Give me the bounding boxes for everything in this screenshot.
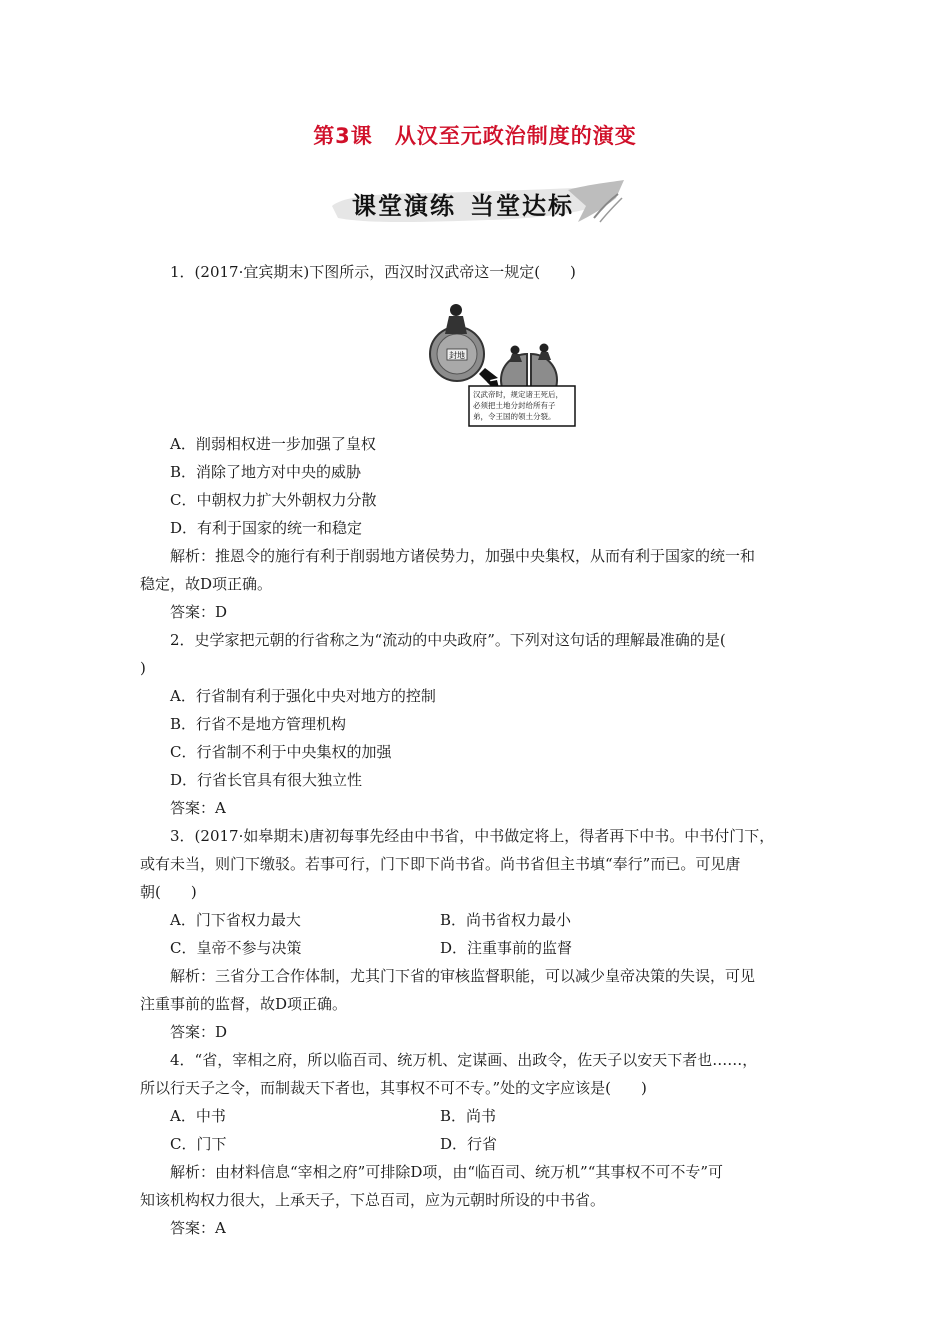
q2-option-c: C．行省制不利于中央集权的加强 — [170, 743, 392, 761]
q2-stem: 2．史学家把元朝的行省称之为“流动的中央政府”。下列对这句话的理解最准确的是( — [170, 631, 726, 649]
q2-stem-cont: ) — [140, 659, 146, 677]
q3-stem: 3．(2017·如皋期末)唐初每事先经由中书省，中书做定将上，得者再下中书。中书付门下， — [170, 827, 775, 845]
caption-line-3: 弟，令王国的领土分裂。 — [473, 412, 556, 421]
q4-options-row-1 — [140, 1102, 840, 1130]
q3-analysis: 解析：三省分工合作体制，尤其门下省的审核监督职能，可以减少皇帝决策的失误，可见 — [170, 967, 756, 985]
banner-text — [352, 186, 574, 221]
q1-answer: 答案：D — [170, 603, 228, 621]
q4-option-a: A．中书 — [170, 1107, 226, 1125]
q4-analysis: 解析：由材料信息“宰相之府”可排除D项，由“临百司、统万机”“其事权不可不专”可 — [170, 1163, 724, 1181]
q4-option-c: C．门下 — [170, 1135, 227, 1153]
q3-options-row-2 — [140, 934, 840, 962]
q1-option-c: C．中朝权力扩大外朝权力分散 — [170, 491, 377, 509]
q1-option-a: A．削弱相权进一步加强了皇权 — [170, 435, 376, 453]
q4-options-row-2 — [140, 1130, 840, 1158]
questions-content — [140, 258, 840, 1242]
q4-answer: 答案：A — [170, 1219, 226, 1237]
q1-analysis-cont: 稳定，故D项正确。 — [140, 575, 273, 593]
q2-option-a: A．行省制有利于强化中央对地方的控制 — [170, 687, 436, 705]
q1-stem: 1．(2017·宜宾期末)下图所示，西汉时汉武帝这一规定( ) — [170, 263, 576, 281]
q3-stem-cont-1: 或有未当，则门下缴驳。若事可行，门下即下尚书省。尚书省但主书填“奉行”而已。可见唐 — [140, 855, 741, 873]
q4-option-b: B．尚书 — [440, 1107, 497, 1125]
q3-option-a: A．门下省权力最大 — [170, 911, 301, 929]
banner-part2: 当堂达标 — [470, 192, 574, 220]
q4-option-d: D．行省 — [440, 1135, 498, 1153]
q1-option-d: D．有利于国家的统一和稳定 — [170, 519, 363, 537]
q3-option-b: B．尚书省权力最小 — [440, 911, 572, 929]
lesson-title — [0, 120, 950, 150]
q2-option-b: B．行省不是地方管理机构 — [170, 715, 347, 733]
q2-answer: 答案：A — [170, 799, 226, 817]
q3-option-c: C．皇帝不参与决策 — [170, 939, 302, 957]
lesson-number: 第3课 — [313, 124, 373, 148]
section-banner — [328, 178, 628, 228]
q3-option-d: D．注重事前的监督 — [440, 939, 573, 957]
q1-analysis: 解析：推恩令的施行有利于削弱地方诸侯势力，加强中央集权，从而有利于国家的统一和 — [170, 547, 756, 565]
enfeoffment-illustration — [427, 292, 577, 432]
lesson-name: 从汉至元政治制度的演变 — [394, 124, 637, 148]
q1-figure — [140, 286, 840, 430]
caption-line-1: 汉武帝时，规定诸王死后， — [473, 390, 563, 399]
q4-stem: 4．“省，宰相之府，所以临百司、统万机、定谋画、出政令，佐天子以安天下者也……， — [170, 1051, 758, 1069]
q4-stem-cont: 所以行天子之令，而制裁天下者也，其事权不可不专。”处的文字应该是( ) — [140, 1079, 647, 1097]
q3-stem-cont-2: 朝( ) — [140, 883, 197, 901]
q3-analysis-cont: 注重事前的监督，故D项正确。 — [140, 995, 348, 1013]
q1-option-b: B．消除了地方对中央的威胁 — [170, 463, 362, 481]
caption-line-2: 必须把土地分封给所有子 — [473, 401, 556, 410]
seal-label: 封地 — [449, 351, 465, 360]
q2-option-d: D．行省长官具有很大独立性 — [170, 771, 363, 789]
q3-options-row-1 — [140, 906, 840, 934]
q3-answer: 答案：D — [170, 1023, 228, 1041]
banner-part1: 课堂演练 — [352, 192, 456, 220]
q4-analysis-cont: 知该机构权力很大，上承天子，下总百司，应为元朝时所设的中书省。 — [140, 1191, 606, 1209]
